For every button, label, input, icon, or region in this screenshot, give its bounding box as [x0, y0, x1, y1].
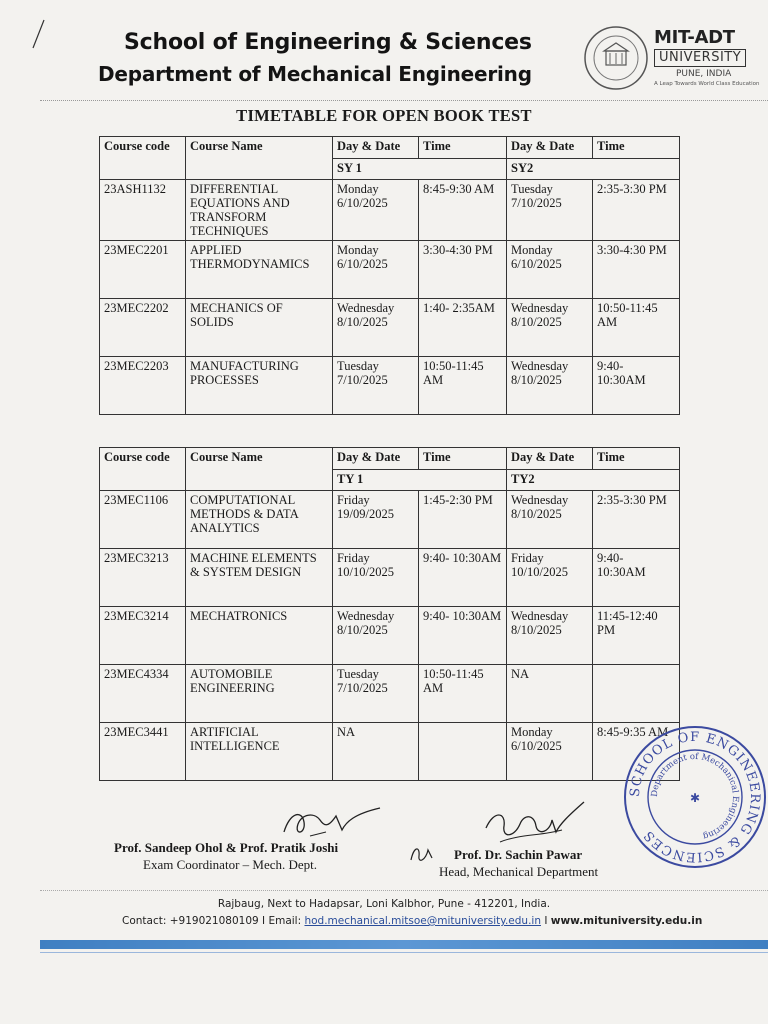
time-header: Time — [419, 137, 507, 159]
time: 1:40- 2:35AM — [419, 299, 507, 357]
email-link[interactable]: hod.mechanical.mitsoe@mituniversity.edu.in — [304, 915, 541, 927]
day-date: Monday 6/10/2025 — [333, 180, 419, 241]
time-header: Time — [419, 448, 507, 470]
day-date: Tuesday 7/10/2025 — [507, 180, 593, 241]
course-code-header: Course code — [100, 448, 186, 491]
day-date: Monday 6/10/2025 — [507, 241, 593, 299]
day-date-header: Day & Date — [507, 137, 593, 159]
school-title: School of Engineering & Sciences — [124, 30, 532, 55]
course-code: 23MEC3214 — [100, 607, 186, 665]
course-code: 23MEC2201 — [100, 241, 186, 299]
initials-signature — [408, 840, 438, 866]
day-date: Tuesday 7/10/2025 — [333, 665, 419, 723]
department-title: Department of Mechanical Engineering — [98, 62, 532, 86]
group-sy1: SY 1 — [333, 158, 507, 180]
time-header: Time — [593, 448, 680, 470]
time: 11:45-12:40 PM — [593, 607, 680, 665]
contact-separator: I — [540, 915, 551, 927]
course-code: 23MEC3213 — [100, 549, 186, 607]
time: 3:30-4:30 PM — [419, 241, 507, 299]
course-name: COMPUTATIONAL METHODS & DATA ANALYTICS — [186, 491, 333, 549]
day-date: NA — [333, 723, 419, 781]
stamp-outer-text: SCHOOL OF ENGINEERING & SCIENCES — [627, 729, 763, 865]
table-row — [100, 357, 680, 415]
table-row — [100, 241, 680, 299]
day-date: Friday 10/10/2025 — [333, 549, 419, 607]
hod-role: Head, Mechanical Department — [439, 864, 599, 879]
table-row — [100, 180, 680, 241]
address-line: Rajbaug, Next to Hadapsar, Loni Kalbhor, Pune - 412201, India. — [217, 898, 551, 910]
course-code: 23ASH1132 — [100, 180, 186, 241]
table-row — [100, 549, 680, 607]
course-name: MECHATRONICS — [186, 607, 333, 665]
day-date: Wednesday 8/10/2025 — [507, 357, 593, 415]
day-date-header: Day & Date — [333, 137, 419, 159]
course-name: AUTOMOBILE ENGINEERING — [186, 665, 333, 723]
time: 10:50-11:45 AM — [419, 665, 507, 723]
course-code: 23MEC2202 — [100, 299, 186, 357]
coordinator-name: Prof. Sandeep Ohol & Prof. Pratik Joshi — [114, 840, 339, 855]
ty-timetable — [99, 447, 680, 781]
time — [419, 723, 507, 781]
coordinator-role: Exam Coordinator – Mech. Dept. — [143, 857, 318, 872]
time: 9:40- 10:30AM — [593, 549, 680, 607]
department-stamp-icon — [620, 722, 768, 872]
coordinator-signature — [280, 802, 390, 842]
course-name-header: Course Name — [186, 448, 333, 491]
day-date: Monday 6/10/2025 — [333, 241, 419, 299]
course-name: MANUFACTURING PROCESSES — [186, 357, 333, 415]
time: 3:30-4:30 PM — [593, 241, 680, 299]
contact-phone: Contact: +919021080109 I Email: — [122, 915, 305, 927]
header-row — [100, 448, 680, 470]
time: 2:35-3:30 PM — [593, 491, 680, 549]
header-divider — [40, 100, 768, 101]
course-name: MACHINE ELEMENTS & SYSTEM DESIGN — [186, 549, 333, 607]
table-row — [100, 299, 680, 357]
day-date: Wednesday 8/10/2025 — [507, 299, 593, 357]
time: 8:45-9:35 AM — [593, 723, 680, 781]
group-ty1: TY 1 — [333, 469, 507, 491]
course-code: 23MEC3441 — [100, 723, 186, 781]
table-row — [100, 491, 680, 549]
footer-divider — [40, 890, 768, 891]
time: 2:35-3:30 PM — [593, 180, 680, 241]
day-date: Wednesday 8/10/2025 — [507, 607, 593, 665]
course-name: DIFFERENTIAL EQUATIONS AND TRANSFORM TECHNIQUES — [186, 180, 333, 241]
group-ty2: TY2 — [507, 469, 680, 491]
day-date-header: Day & Date — [507, 448, 593, 470]
header-row — [100, 137, 680, 159]
time: 10:50-11:45 AM — [419, 357, 507, 415]
day-date: NA — [507, 665, 593, 723]
footer-band-line — [40, 952, 768, 953]
pen-mark — [28, 18, 48, 52]
time: 9:40- 10:30AM — [593, 357, 680, 415]
day-date: Friday 19/09/2025 — [333, 491, 419, 549]
contact-line — [122, 915, 762, 927]
course-code: 23MEC2203 — [100, 357, 186, 415]
brand-name: MIT-ADT — [654, 27, 735, 48]
table-row — [100, 665, 680, 723]
course-code: 23MEC1106 — [100, 491, 186, 549]
day-date: Monday 6/10/2025 — [507, 723, 593, 781]
day-date: Wednesday 8/10/2025 — [333, 299, 419, 357]
hod-signature — [480, 798, 590, 848]
course-code: 23MEC4334 — [100, 665, 186, 723]
sy-timetable — [99, 136, 680, 415]
day-date: Wednesday 8/10/2025 — [507, 491, 593, 549]
course-name: APPLIED THERMODYNAMICS — [186, 241, 333, 299]
day-date: Friday 10/10/2025 — [507, 549, 593, 607]
course-code-header: Course code — [100, 137, 186, 180]
time: 10:50-11:45 AM — [593, 299, 680, 357]
course-name-header: Course Name — [186, 137, 333, 180]
time: 9:40- 10:30AM — [419, 549, 507, 607]
svg-text:✱: ✱ — [689, 791, 701, 805]
footer-band — [40, 940, 768, 949]
brand-location: PUNE, INDIA — [676, 69, 732, 79]
day-date: Tuesday 7/10/2025 — [333, 357, 419, 415]
university-logo — [654, 28, 764, 87]
hod-name: Prof. Dr. Sachin Pawar — [454, 847, 583, 862]
brand-tagline: A Leap Towards World Class Education — [654, 81, 760, 87]
university-seal-icon — [582, 24, 650, 92]
time: 8:45-9:30 AM — [419, 180, 507, 241]
group-sy2: SY2 — [507, 158, 680, 180]
website-link[interactable]: www.mituniversity.edu.in — [550, 915, 703, 927]
day-date-header: Day & Date — [333, 448, 419, 470]
timetable-title: TIMETABLE FOR OPEN BOOK TEST — [236, 106, 532, 125]
brand-subtitle: UNIVERSITY — [654, 49, 746, 67]
time-header: Time — [593, 137, 680, 159]
course-name: MECHANICS OF SOLIDS — [186, 299, 333, 357]
day-date: Wednesday 8/10/2025 — [333, 607, 419, 665]
time — [593, 665, 680, 723]
stamp-inner-text: Department of Mechanical Engineering — [649, 751, 741, 842]
table-row — [100, 723, 680, 781]
time: 1:45-2:30 PM — [419, 491, 507, 549]
time: 9:40- 10:30AM — [419, 607, 507, 665]
table-row — [100, 607, 680, 665]
course-name: ARTIFICIAL INTELLIGENCE — [186, 723, 333, 781]
